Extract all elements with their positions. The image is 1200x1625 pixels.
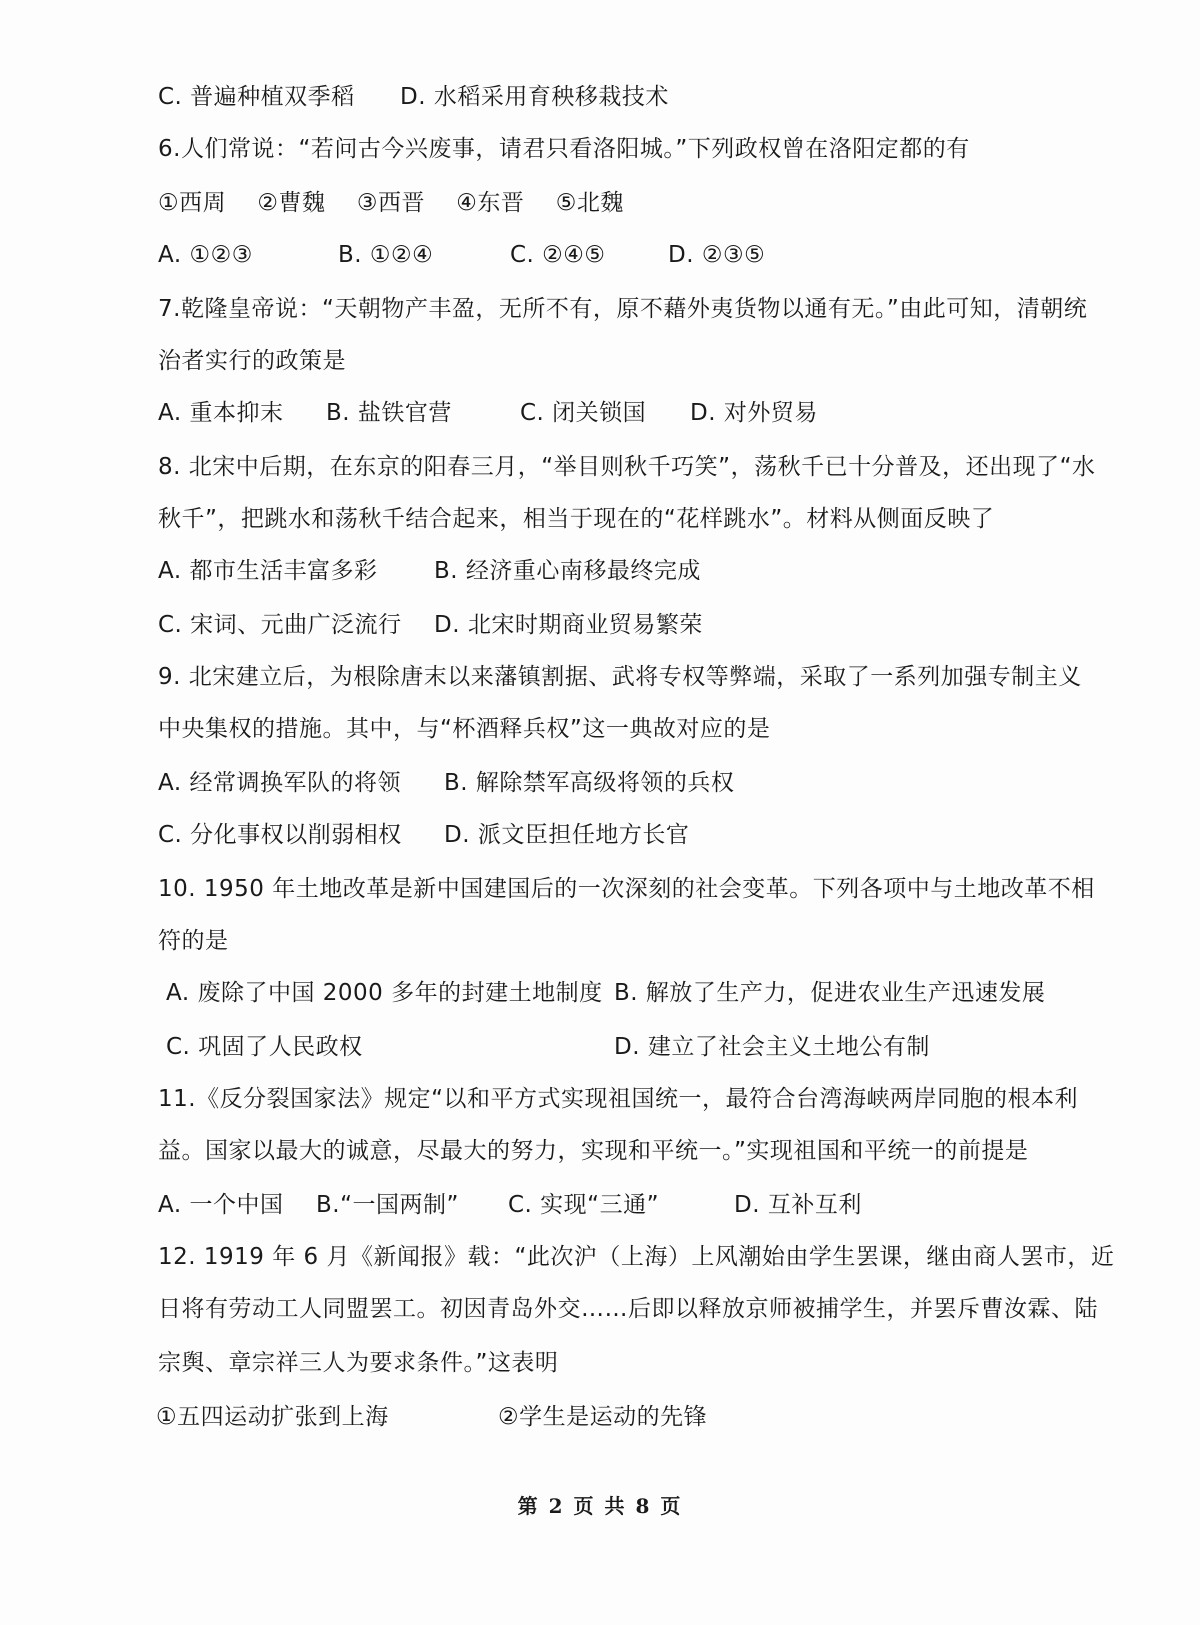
q12-stem-line-2: 日将有劳动工人同盟罢工。初因青岛外交……后即以释放京师被捕学生，并罢斥曹汝霖、陆 bbox=[158, 1296, 1098, 1322]
q11-option-d: D. 互补互利 bbox=[734, 1192, 862, 1218]
q8-stem-line-2: 秋千”，把跳水和荡秋千结合起来，相当于现在的“花样跳水”。材料从侧面反映了 bbox=[158, 506, 995, 532]
q10-option-b: B. 解放了生产力，促进农业生产迅速发展 bbox=[614, 980, 1046, 1006]
q7-option-a: A. 重本抑末 bbox=[158, 400, 284, 426]
q5-option-c: C. 普遍种植双季稻 bbox=[158, 84, 355, 110]
q6-stem: 6.人们常说：“若问古今兴废事，请君只看洛阳城。”下列政权曾在洛阳定都的有 bbox=[158, 136, 970, 162]
q10-stem-line-1: 10. 1950 年土地改革是新中国建国后的一次深刻的社会变革。下列各项中与土地改革不相 bbox=[158, 876, 1095, 902]
q11-option-c: C. 实现“三通” bbox=[508, 1192, 660, 1218]
q8-stem-line-1: 8. 北宋中后期，在东京的阳春三月，“举目则秋千巧笑”，荡秋千已十分普及，还出现了“水 bbox=[158, 454, 1096, 480]
q6-option-a: A. ①②③ bbox=[158, 242, 253, 268]
q9-option-b: B. 解除禁军高级将领的兵权 bbox=[444, 770, 735, 796]
q10-option-c: C. 巩固了人民政权 bbox=[166, 1034, 363, 1060]
q12-stem-line-1: 12. 1919 年 6 月《新闻报》载：“此次沪（上海）上风潮始由学生罢课，继由商人罢市，近 bbox=[158, 1244, 1115, 1270]
q9-stem-line-1: 9. 北宋建立后，为根除唐末以来藩镇割据、武将专权等弊端，采取了一系列加强专制主义 bbox=[158, 664, 1082, 690]
q12-stem-line-3: 宗舆、章宗祥三人为要求条件。”这表明 bbox=[158, 1350, 559, 1376]
q8-option-b: B. 经济重心南移最终完成 bbox=[434, 558, 701, 584]
q7-stem-line-1: 7.乾隆皇帝说：“天朝物产丰盈，无所不有，原不藉外夷货物以通有无。”由此可知，清朝统 bbox=[158, 296, 1088, 322]
page-number-footer: 第 2 页 共 8 页 bbox=[517, 1494, 683, 1518]
q9-option-a: A. 经常调换军队的将领 bbox=[158, 770, 401, 796]
q9-option-c: C. 分化事权以削弱相权 bbox=[158, 822, 402, 848]
q8-option-a: A. 都市生活丰富多彩 bbox=[158, 558, 378, 584]
q7-option-d: D. 对外贸易 bbox=[690, 400, 818, 426]
q11-stem-line-2: 益。国家以最大的诚意，尽最大的努力，实现和平统一。”实现祖国和平统一的前提是 bbox=[158, 1138, 1029, 1164]
q7-option-b: B. 盐铁官营 bbox=[326, 400, 452, 426]
q7-option-c: C. 闭关锁国 bbox=[520, 400, 647, 426]
q10-option-d: D. 建立了社会主义土地公有制 bbox=[614, 1034, 930, 1060]
q11-option-b: B.“一国两制” bbox=[316, 1192, 459, 1218]
q8-option-d: D. 北宋时期商业贸易繁荣 bbox=[434, 612, 703, 638]
q7-stem-line-2: 治者实行的政策是 bbox=[158, 348, 346, 374]
q6-option-d: D. ②③⑤ bbox=[668, 242, 766, 268]
q8-option-c: C. 宋词、元曲广泛流行 bbox=[158, 612, 402, 638]
q9-stem-line-2: 中央集权的措施。其中，与“杯酒释兵权”这一典故对应的是 bbox=[158, 716, 771, 742]
q9-option-d: D. 派文臣担任地方长官 bbox=[444, 822, 690, 848]
q11-option-a: A. 一个中国 bbox=[158, 1192, 284, 1218]
q10-option-a: A. 废除了中国 2000 多年的封建土地制度 bbox=[166, 980, 603, 1006]
q12-item-1: ①五四运动扩张到上海 bbox=[156, 1404, 389, 1430]
q6-option-b: B. ①②④ bbox=[338, 242, 434, 268]
q11-stem-line-1: 11.《反分裂国家法》规定“以和平方式实现祖国统一，最符合台湾海峡两岸同胞的根本利 bbox=[158, 1086, 1078, 1112]
q6-option-c: C. ②④⑤ bbox=[510, 242, 606, 268]
q6-items: ①西周 ②曹魏 ③西晋 ④东晋 ⑤北魏 bbox=[158, 190, 624, 216]
q12-item-2: ②学生是运动的先锋 bbox=[498, 1404, 708, 1430]
q10-stem-line-2: 符的是 bbox=[158, 928, 229, 954]
q5-option-d: D. 水稻采用育秧移栽技术 bbox=[400, 84, 669, 110]
